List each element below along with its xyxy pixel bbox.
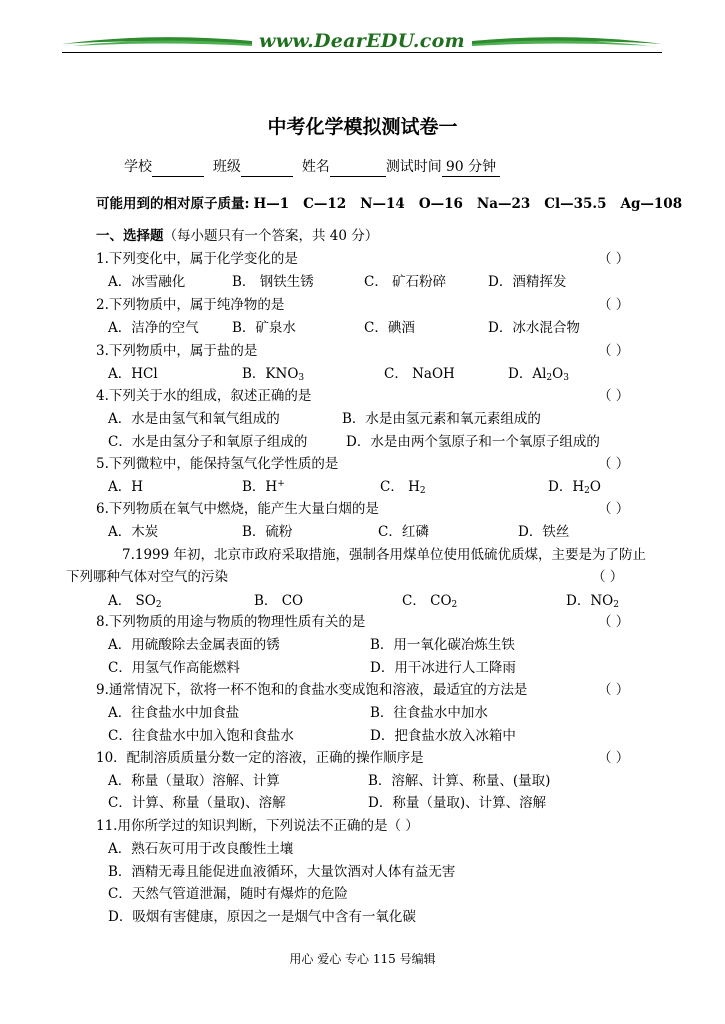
option-b[interactable]: B． CO — [254, 593, 304, 609]
option-c-text: C． CO — [402, 593, 452, 609]
question-11-stem: 11.用你所学过的知识判断，下列说法不正确的是（ ） — [96, 818, 419, 834]
option-d[interactable]: D．吸烟有害健康，原因之一是烟气中含有一氧化碳 — [108, 909, 416, 925]
option-d-text: D．Al — [508, 366, 547, 382]
answer-bracket[interactable]: （ ） — [598, 251, 630, 267]
question-10-stem: 10．配制溶质质量分数一定的溶液，正确的操作顺序是 — [96, 750, 424, 766]
option-b[interactable]: B．酒精无毒且能促进血液循环，大量饮酒对人体有益无害 — [108, 864, 456, 880]
answer-bracket[interactable]: （ ） — [598, 501, 630, 517]
option-d[interactable]: D．冰水混合物 — [488, 320, 580, 336]
answer-bracket[interactable]: （ ） — [592, 569, 624, 585]
subscript: 3 — [298, 373, 305, 383]
option-c[interactable]: C． NaOH — [384, 366, 455, 382]
subscript: 2 — [546, 373, 553, 383]
subscript: 2 — [451, 600, 458, 610]
atomic-mass-item: Na—23 — [476, 196, 531, 212]
option-b[interactable] — [242, 362, 304, 383]
option-c[interactable]: C． 矿石粉碎 — [364, 274, 447, 290]
option-d-text: D．NO — [566, 593, 614, 609]
atomic-mass-item: H—1 — [253, 196, 290, 212]
question-3-stem: 3.下列物质中，属于盐的是 — [96, 343, 258, 359]
option-b[interactable]: B．用一氧化碳冶炼生铁 — [370, 637, 515, 653]
page-footer: 用心 爱心 专心 115 号编辑 — [289, 952, 436, 966]
option-b[interactable]: B．硫粉 — [242, 524, 293, 540]
name-blank[interactable] — [330, 160, 386, 177]
option-d[interactable]: D．称量（量取)、计算、溶解 — [368, 795, 547, 811]
option-d-text: D．H — [548, 479, 585, 495]
option-d-text: O — [589, 479, 601, 495]
answer-bracket[interactable]: （ ） — [598, 456, 630, 472]
option-a[interactable]: A．往食盐水中加食盐 — [108, 705, 240, 721]
page-title: 中考化学模拟测试卷一 — [267, 116, 458, 138]
subscript: 2 — [613, 600, 619, 610]
atomic-mass-item: O—16 — [418, 196, 463, 212]
option-b[interactable]: B．溶解、计算、称量、(量取) — [368, 773, 551, 789]
option-a[interactable]: A．H — [108, 479, 144, 495]
option-c[interactable] — [380, 475, 426, 496]
question-5-stem: 5.下列微粒中，能保持氢气化学性质的是 — [96, 456, 339, 472]
option-d-text: O — [552, 366, 564, 382]
question-6-stem: 6.下列物质在氧气中燃烧，能产生大量白烟的是 — [96, 501, 379, 517]
atomic-mass-item: C—12 — [303, 196, 347, 212]
atomic-mass-label: 可能用到的相对原子质量: — [96, 196, 250, 212]
subscript: 2 — [155, 600, 162, 610]
answer-bracket[interactable]: （ ） — [598, 297, 630, 313]
option-c[interactable]: C．碘酒 — [364, 320, 415, 336]
option-a[interactable]: A．用硫酸除去金属表面的锈 — [108, 637, 280, 653]
option-b[interactable]: B．矿泉水 — [232, 320, 296, 336]
question-1-stem: 1.下列变化中，属于化学变化的是 — [96, 251, 298, 267]
option-a[interactable]: A．称量（量取）溶解、计算 — [108, 773, 280, 789]
section-heading — [96, 224, 378, 244]
subscript: 2 — [419, 486, 426, 496]
school-blank[interactable] — [152, 160, 204, 177]
option-b[interactable]: B．水是由氢元素和氧元素组成的 — [342, 411, 541, 427]
option-b-text: B．KNO — [242, 366, 299, 382]
option-d[interactable]: D．铁丝 — [518, 524, 570, 540]
option-a[interactable]: A．冰雪融化 — [108, 274, 186, 290]
option-c[interactable] — [402, 589, 457, 610]
option-a-text: A． SO — [108, 593, 156, 609]
question-7-stem-line2: 下列哪种气体对空气的污染 — [66, 569, 228, 585]
question-8-stem: 8.下列物质的用途与物质的物理性质有关的是 — [96, 614, 366, 630]
option-b[interactable] — [242, 475, 285, 495]
header-rule — [62, 52, 662, 53]
answer-bracket[interactable]: （ ） — [598, 388, 630, 404]
option-c[interactable]: C．天然气管道泄漏，随时有爆炸的危险 — [108, 886, 348, 902]
option-d[interactable] — [508, 362, 569, 383]
option-d[interactable]: D．把食盐水放入冰箱中 — [370, 728, 516, 744]
option-d[interactable] — [566, 589, 619, 610]
question-4-stem: 4.下列关于水的组成，叙述正确的是 — [96, 388, 312, 404]
time-label: 测试时间 — [385, 159, 442, 175]
answer-bracket[interactable]: （ ） — [598, 614, 630, 630]
question-9-stem: 9.通常情况下，欲将一杯不饱和的食盐水变成饱和溶液，最适宜的方法是 — [96, 682, 528, 698]
option-b-text: B．H — [242, 479, 278, 495]
option-a[interactable]: A．熟石灰可用于改良酸性土壤 — [108, 841, 294, 857]
atomic-mass-item: Cl—35.5 — [544, 196, 607, 212]
brand-logo-text: www.DearEDU.com — [259, 30, 465, 52]
option-a[interactable]: A．洁净的空气 — [108, 320, 199, 336]
option-c[interactable]: C．往食盐水中加入饱和食盐水 — [108, 728, 294, 744]
option-c[interactable]: C．用氢气作高能燃料 — [108, 660, 240, 676]
subscript: 2 — [584, 486, 590, 496]
student-info-line — [124, 156, 500, 177]
time-unit: 分钟 — [468, 159, 497, 175]
header-banner — [62, 24, 662, 64]
option-c[interactable]: C．水是由氢分子和氧原子组成的 — [108, 434, 308, 450]
option-a[interactable] — [108, 589, 162, 610]
option-d[interactable]: D．酒精挥发 — [488, 274, 567, 290]
option-c[interactable]: C．计算、称量（量取)、溶解 — [108, 795, 286, 811]
option-c-text: C． H — [380, 479, 420, 495]
school-label: 学校 — [124, 159, 152, 175]
answer-bracket[interactable]: （ ） — [598, 343, 630, 359]
question-7-stem-line1: 7.1999 年初，北京市政府采取措施，强制各用煤单位使用低硫优质煤，主要是为了防止 — [122, 547, 647, 563]
option-a[interactable]: A．HCl — [108, 366, 158, 382]
section-title: 一、选择题 — [96, 228, 164, 244]
atomic-mass-item: Ag—108 — [620, 196, 683, 212]
option-b[interactable]: B．往食盐水中加水 — [370, 705, 488, 721]
option-a[interactable]: A．水是由氢气和氧气组成的 — [108, 411, 280, 427]
option-d[interactable] — [548, 475, 601, 496]
answer-bracket[interactable]: （ ） — [598, 750, 630, 766]
option-d[interactable]: D．水是由两个氢原子和一个氧原子组成的 — [346, 434, 600, 450]
time-number: 90 — [445, 159, 464, 175]
name-label: 姓名 — [301, 159, 330, 175]
atomic-mass-line — [96, 192, 682, 212]
subscript: 3 — [563, 373, 569, 383]
time-value — [442, 156, 500, 177]
answer-bracket[interactable]: （ ） — [598, 682, 630, 698]
option-a[interactable]: A．木炭 — [108, 524, 159, 540]
class-label: 班级 — [212, 159, 241, 175]
section-note: （每小题只有一个答案，共 40 分） — [163, 228, 379, 244]
option-c[interactable]: C．红磷 — [378, 524, 429, 540]
atomic-mass-item: N—14 — [360, 196, 405, 212]
class-blank[interactable] — [241, 160, 293, 177]
superscript: + — [277, 479, 285, 489]
question-2-stem: 2.下列物质中，属于纯净物的是 — [96, 297, 285, 313]
option-b[interactable]: B． 钢铁生锈 — [232, 274, 314, 290]
option-d[interactable]: D．用干冰进行人工降雨 — [370, 660, 516, 676]
